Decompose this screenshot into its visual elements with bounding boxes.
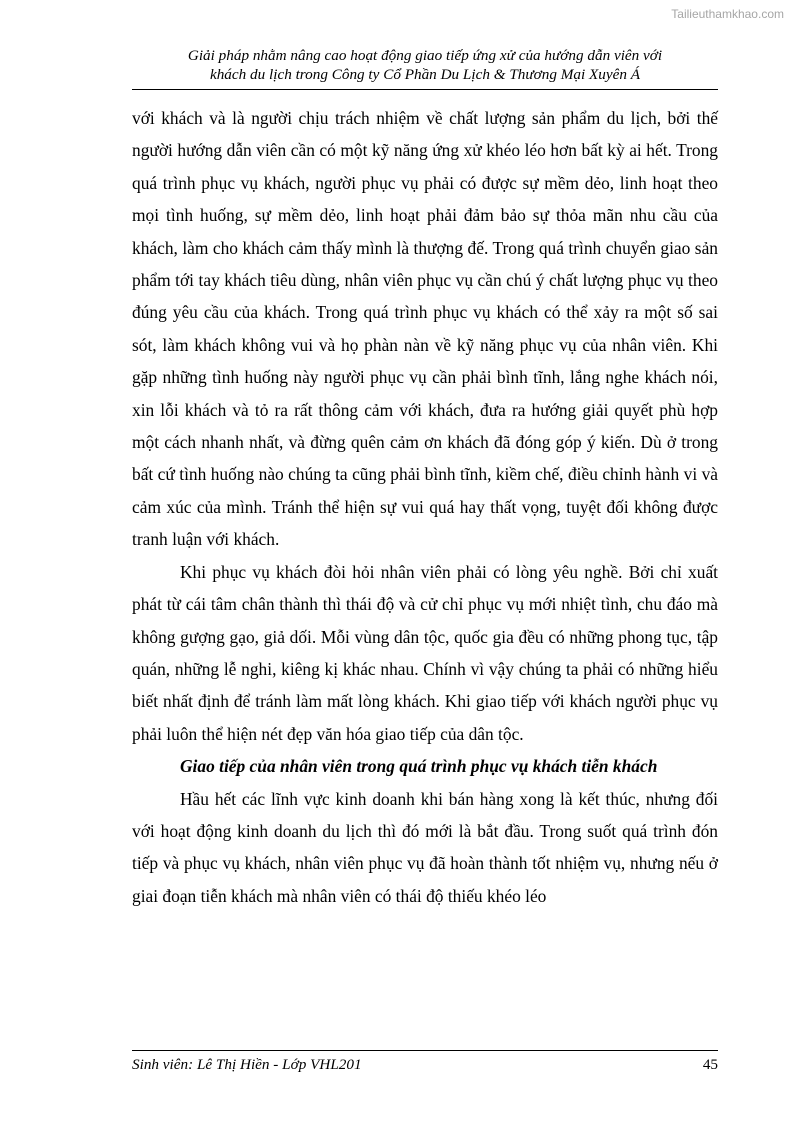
document-body (132, 102, 718, 912)
running-footer (132, 1055, 718, 1075)
watermark: Tailieuthamkhao.com (671, 7, 784, 21)
header-line-2: khách du lịch trong Công ty Cổ Phần Du Lịch & Thương Mại Xuyên Á (209, 66, 641, 83)
footer-author: Sinh viên: Lê Thị Hiền - Lớp VHL201 (132, 1056, 362, 1073)
header-rule (132, 89, 718, 90)
paragraph-1: với khách và là người chịu trách nhiệm về chất lượng sản phẩm du lịch, bởi thế người hướng dẫn viên cần có một kỹ năng ứng xử khéo léo hơn bất kỳ ai hết. Trong quá trình phục vụ khách, người phục vụ phải có được sự mềm dẻo, linh hoạt theo mọi tình huống, sự mềm dẻo, linh hoạt phải đảm bảo sự thỏa mãn nhu cầu của khách, làm cho khách cảm thấy mình là thượng đế. Trong quá trình chuyển giao sản phẩm tới tay khách tiêu dùng, nhân viên phục vụ cần chú ý chất lượng phục vụ theo đúng yêu cầu của khách. Trong quá trình phục vụ khách có thể xảy ra một số sai sót, làm khách không vui và họ phàn nàn về kỹ năng phục vụ của nhân viên. Khi gặp những tình huống này người phục vụ cần phải bình tĩnh, lắng nghe khách nói, xin lỗi khách và tỏ ra rất thông cảm với khách, đưa ra hướng giải quyết phù hợp một cách nhanh nhất, và đừng quên cảm ơn khách đã đóng góp ý kiến. Dù ở trong bất cứ tình huống nào chúng ta cũng phải bình tĩnh, kiềm chế, điều chỉnh hành vi và cảm xúc của mình. Tránh thể hiện sự vui quá hay thất vọng, tuyệt đối không được tranh luận với khách. (132, 108, 718, 550)
paragraph-2: Khi phục vụ khách đòi hỏi nhân viên phải có lòng yêu nghề. Bởi chỉ xuất phát từ cái tâm chân thành thì thái độ và cử chỉ phục vụ mới nhiệt tình, chu đáo mà không gượng gạo, giả dối. Mỗi vùng dân tộc, quốc gia đều có những phong tục, tập quán, những lễ nghi, kiêng kị khác nhau. Chính vì vậy chúng ta phải có những hiểu biết nhất định để tránh làm mất lòng khách. Khi giao tiếp với khách người phục vụ phải luôn thể hiện nét đẹp văn hóa giao tiếp của dân tộc. (132, 561, 718, 744)
running-header (132, 46, 718, 84)
section-subheading: Giao tiếp của nhân viên trong quá trình phục vụ khách tiễn khách (180, 756, 658, 777)
paragraph-3: Hầu hết các lĩnh vực kinh doanh khi bán hàng xong là kết thúc, nhưng đối với hoạt động kinh doanh du lịch thì đó mới là bắt đầu. Trong suốt quá trình đón tiếp và phục vụ khách, nhân viên phục vụ đã hoàn thành tốt nhiệm vụ, nhưng nếu ở giai đoạn tiễn khách mà nhân viên có thái độ thiếu khéo léo (132, 788, 718, 906)
page-number: 45 (702, 1056, 718, 1073)
footer-rule (132, 1050, 718, 1051)
header-line-1: Giải pháp nhằm nâng cao hoạt động giao tiếp ứng xử của hướng dẫn viên với (187, 47, 663, 64)
